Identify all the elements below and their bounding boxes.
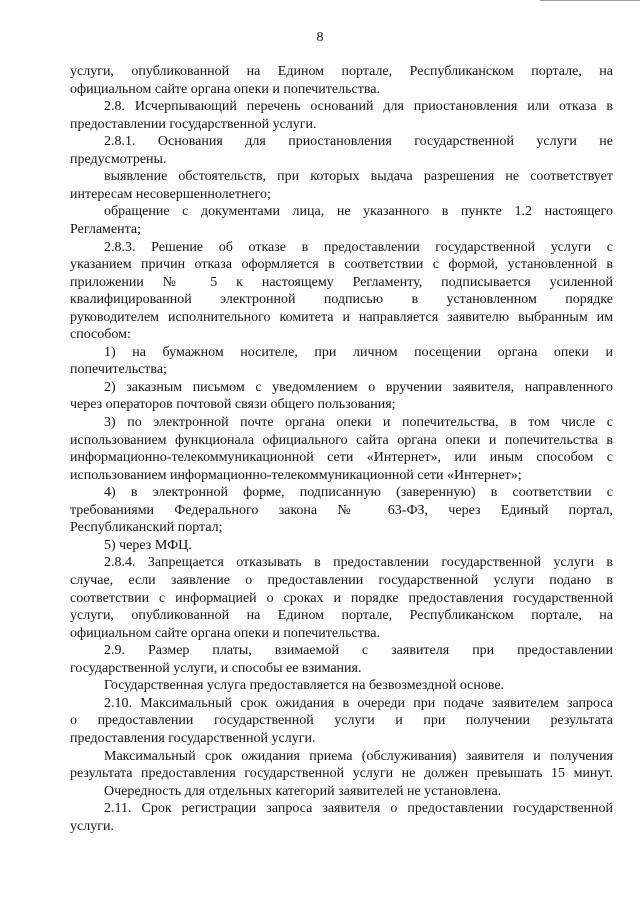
text-line: 2) заказным письмом с уведомлением о вручении заявителя, направленного bbox=[104, 379, 613, 395]
text-line: о предоставлении государственной услуги и при получении результата bbox=[70, 713, 613, 729]
text-line: руководителем исполнительного комитета и направляется заявителю выбранным им bbox=[70, 309, 613, 325]
text-line: использованием функционала официального сайта органа опеки и попечительства в bbox=[70, 432, 613, 448]
scan-edge-mark bbox=[540, 0, 640, 1]
text-line: официальном сайте органа опеки и попечительства. bbox=[70, 625, 380, 641]
text-line: через операторов почтовой связи общего пользования; bbox=[70, 397, 396, 413]
text-line: соответствии с информацией о сроках и порядке предоставления государственной bbox=[70, 590, 613, 606]
text-line: обращение с документами лица, не указанного в пункте 1.2 настоящего bbox=[104, 204, 613, 220]
text-line: 4) в электронной форме, подписанную (заверенную) в соответствии с bbox=[104, 485, 613, 501]
text-line: услуги. bbox=[70, 818, 114, 834]
text-line: 2.8. Исчерпывающий перечень оснований для приостановления или отказа в bbox=[104, 99, 613, 115]
text-line: информационно-телекоммуникационной сети «Интернет», или иным способом с bbox=[70, 450, 613, 466]
text-line: услуги, опубликованной на Едином портале, Республиканском портале, на bbox=[70, 608, 613, 624]
text-line: официальном сайте органа опеки и попечительства. bbox=[70, 81, 380, 97]
text-line: 1) на бумажном носителе, при личном посещении органа опеки и bbox=[104, 344, 613, 360]
text-line: государственной услуги, и способы ее взимания. bbox=[70, 660, 362, 676]
text-line: 2.8.1. Основания для приостановления государственной услуги не bbox=[104, 134, 613, 150]
text-line: 2.11. Срок регистрации запроса заявителя о предоставлении государственной bbox=[104, 801, 613, 817]
text-line: попечительства; bbox=[70, 362, 167, 378]
text-line: предоставления государственной услуги. bbox=[70, 730, 316, 746]
text-line: Очередность для отдельных категорий заявителей не установлена. bbox=[104, 783, 502, 799]
text-line: использованием информационно-телекоммуникационной сети «Интернет»; bbox=[70, 467, 522, 483]
text-line: Государственная услуга предоставляется на безвозмездной основе. bbox=[104, 678, 505, 694]
text-line: выявление обстоятельств, при которых выдача разрешения не соответствует bbox=[104, 169, 613, 185]
text-line: предоставлении государственной услуги. bbox=[70, 116, 317, 132]
page-number: 8 bbox=[316, 30, 324, 45]
text-line: 2.8.3. Решение об отказе в предоставлении государственной услуги с bbox=[104, 239, 613, 255]
text-line: предусмотрены. bbox=[70, 151, 167, 167]
text-line: 2.9. Размер платы, взимаемой с заявителя при предоставлении bbox=[104, 643, 613, 659]
text-line: квалифицированной электронной подписью в установленном порядке bbox=[70, 292, 613, 308]
text-line: результата предоставления государственной услуги не должен превышать 15 минут. bbox=[70, 766, 613, 781]
text-line: 2.8.4. Запрещается отказывать в предоставлении государственной услуги в bbox=[104, 555, 613, 571]
text-line: Максимальный срок ожидания приема (обслуживания) заявителя и получения bbox=[104, 748, 613, 764]
text-line: 5) через МФЦ. bbox=[104, 537, 192, 553]
text-line: случае, если заявление о предоставлении государственной услуги подано в bbox=[70, 573, 613, 588]
text-line: способом: bbox=[70, 327, 131, 343]
text-line: Республиканский портал; bbox=[70, 520, 223, 536]
text-line: 2.10. Максимальный срок ожидания в очереди при подаче заявителем запроса bbox=[104, 695, 613, 711]
text-line: 3) по электронной почте органа опеки и попечительства, в том числе с bbox=[104, 415, 613, 430]
text-line: услуги, опубликованной на Едином портале, Республиканском портале, на bbox=[70, 64, 613, 79]
text-line: приложении № 5 к настоящему Регламенту, подписывается усиленной bbox=[70, 274, 613, 290]
text-line: интересам несовершеннолетнего; bbox=[70, 186, 271, 202]
text-line: требованиями Федерального закона № 63-ФЗ, через Единый портал, bbox=[70, 502, 613, 518]
text-line: указанием причин отказа оформляется в соответствии с формой, установленной в bbox=[70, 257, 613, 273]
text-line: Регламента; bbox=[70, 222, 142, 237]
